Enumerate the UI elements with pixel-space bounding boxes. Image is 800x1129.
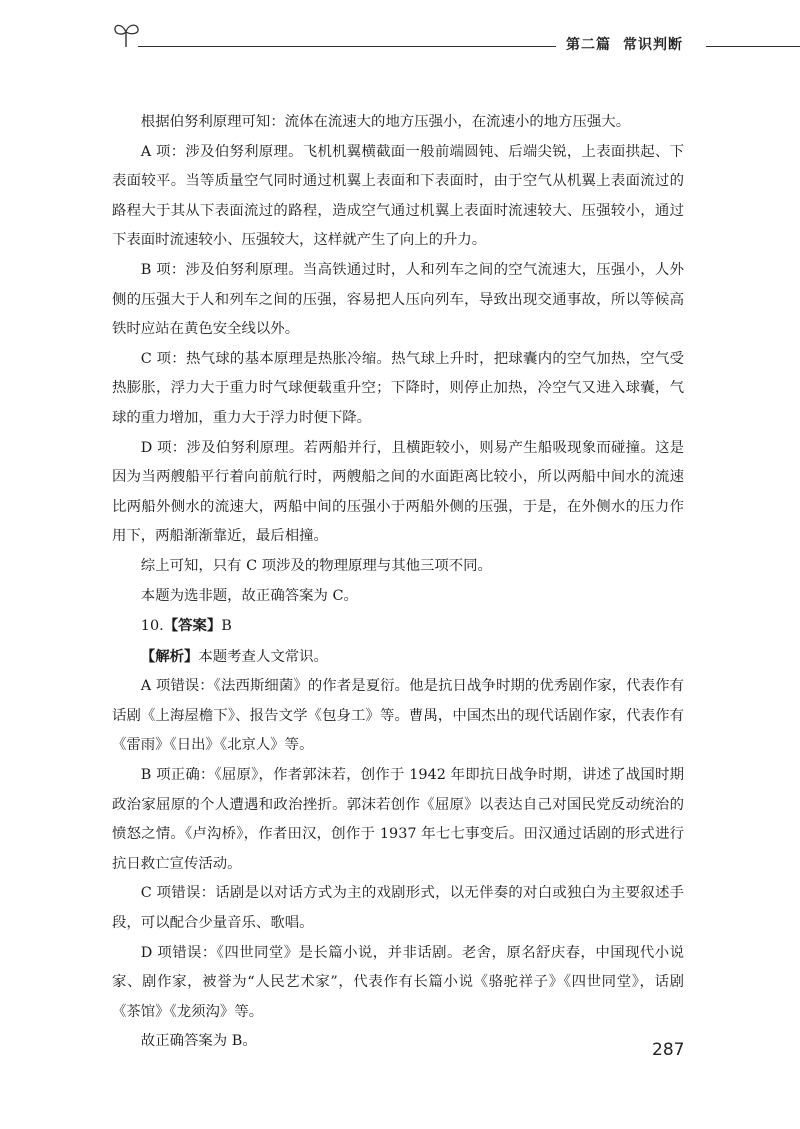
paragraph: 根据伯努利原理可知：流体在流速大的地方压强小，在流速小的地方压强大。 [140,114,631,130]
section-title [566,34,683,54]
chapter-title: 常识判断 [623,37,683,53]
question-number: 10. [140,618,164,635]
paragraph: 本题为选非题，故正确答案为 C。 [140,587,358,604]
paragraph: B 项正确：《屈原》，作者郭沫若，创作于 1942 年即抗日战争时期，讲述了战国时期政治家屈原的个人遭遇和政治挫折。郭沫若创作《屈原》以表达自己对国民党反动统治的愤怒之情。《卢沟桥》，作者田汉，创作于 1937 年七七事变后。田汉通过话剧的形式进行抗日救亡宣传活动。 [112,767,684,872]
paragraph: D 项：涉及伯努利原理。若两船并行，且横距较小，则易产生船吸现象而碰撞。这是因为当两艘船平行着向前航行时，两艘船之间的水面距离比较小，所以两船中间水的流速比两船外侧水的流速大，两船中间的压强小于两船外侧的压强，于是，在外侧水的压力作用下，两船渐渐靠近，最后相撞。 [112,439,684,545]
paragraph: D 项错误：《四世同堂》是长篇小说，并非话剧。老舍，原名舒庆春，中国现代小说家、剧作家，被誉为“人民艺术家”，代表作有长篇小说《骆驼祥子》《四世同堂》，话剧《茶馆》《龙须沟》等。 [112,944,684,1020]
header-rule-right [706,46,800,47]
page-number: 287 [652,1040,685,1060]
analysis-text: 本题考查人文常识。 [198,648,328,665]
page-header [0,0,800,70]
paragraph: C 项错误：话剧是以对话方式为主的戏剧形式，以无伴奏的对白或独白为主要叙述手段，可以配合少量音乐、歌唱。 [112,885,684,932]
paragraph: 综上可知，只有 C 项涉及的物理原理与其他三项不同。 [140,557,492,574]
answer-line [112,611,684,642]
answer-tag: 【答案】 [163,617,222,635]
analysis-tag: 【解析】 [140,647,199,665]
main-text [112,108,684,1057]
part-label: 第二篇 [566,37,611,53]
paragraph: A 项：涉及伯努利原理。飞机机翼横截面一般前端圆钝、后端尖锐，上表面拱起、下表面较平。当等质量空气同时通过机翼上表面和下表面时，由于空气从机翼上表面流过的路程大于其从下表面流过的路程，造成空气通过机翼上表面时流速较大、压强较小，通过下表面时流速较小、压强较大，这样就产生了向上的升力。 [112,143,684,249]
paragraph: A 项错误：《法西斯细菌》的作者是夏衍。他是抗日战争时期的优秀剧作家，代表作有话剧《上海屋檐下》、报告文学《包身工》等。曹禺，中国杰出的现代话剧作家，代表作有《雷雨》《日出》《北京人》等。 [112,678,684,754]
analysis-line [112,642,684,673]
paragraph: 故正确答案为 B。 [140,1033,257,1050]
paragraph: C 项：热气球的基本原理是热胀冷缩。热气球上升时，把球囊内的空气加热，空气受热膨胀，浮力大于重力时气球便载重升空；下降时，则停止加热，冷空气又进入球囊，气球的重力增加，重力大于浮力时便下降。 [112,350,684,426]
header-rule-left [138,46,556,47]
answer-value: B [221,618,232,635]
sprout-icon [112,20,142,48]
paragraph: B 项：涉及伯努利原理。当高铁通过时，人和列车之间的空气流速大，压强小，人外侧的压强大于人和列车之间的压强，容易把人压向列车，导致出现交通事故，所以等候高铁时应站在黄色安全线以外。 [112,261,684,338]
